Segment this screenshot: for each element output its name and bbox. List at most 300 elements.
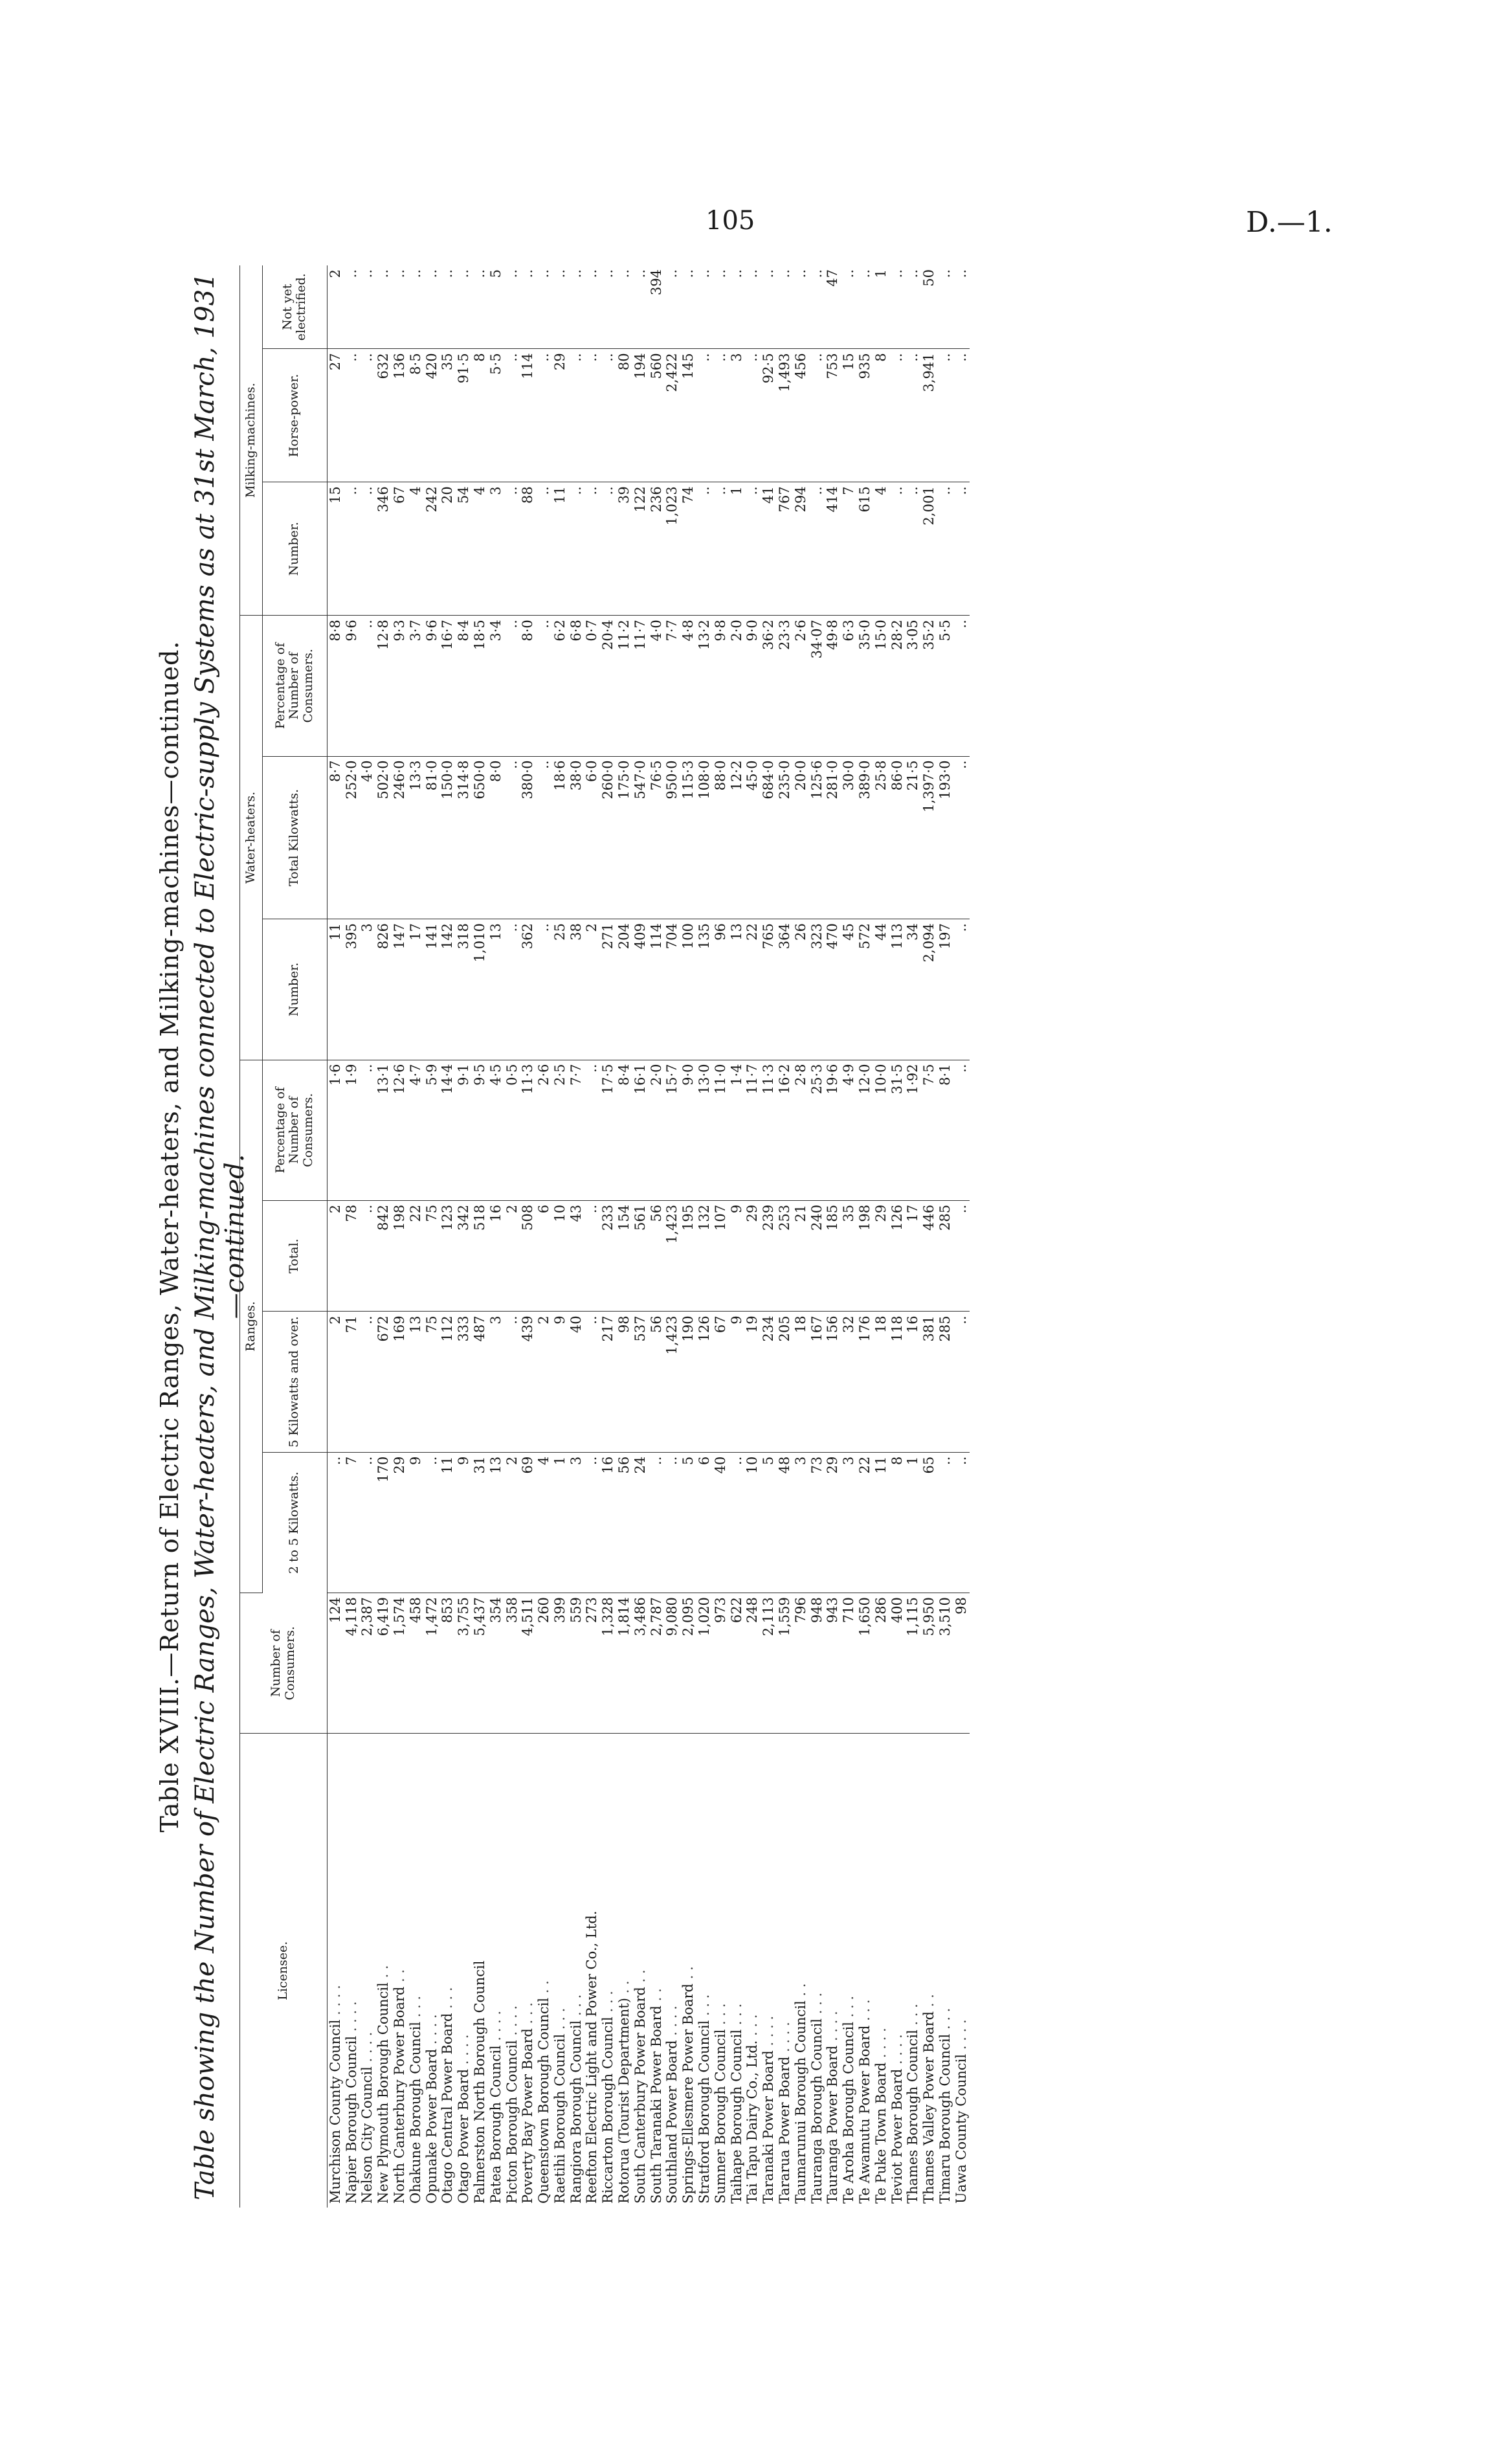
cell-mhp: .. [344,349,360,482]
cell-mhp: 935 [857,349,873,482]
cell-wnum: 362 [520,919,536,1060]
table-row [825,265,841,2208]
cell-r2to5: .. [359,1452,375,1593]
table-row [600,265,616,2208]
cell-mhp: 114 [520,349,536,482]
cell-r5over: 9 [552,1312,568,1452]
table-row [472,265,488,2208]
cell-rpct: 9·5 [472,1060,488,1200]
licensee-cell [809,1734,825,2208]
header-ranges: Ranges. [240,1060,263,1593]
licensee-cell [761,1734,777,2208]
licensee-name: Sumner Borough Council [712,2029,728,2204]
licensee-name: Southland Power Board [664,2040,680,2204]
header-ranges-total: Total. [262,1200,327,1312]
cell-wpct: 12·8 [375,616,392,756]
cell-wnum: 572 [857,919,873,1060]
cell-mhp: 420 [424,349,440,482]
cell-mhp: 35 [439,349,456,482]
cell-wpct: 0·7 [584,616,601,756]
cell-mnum: 11 [552,482,568,616]
cell-consumers: 559 [568,1593,584,1734]
cell-wpct: 6·2 [552,616,568,756]
cell-rtotal: 285 [937,1200,953,1312]
cell-mnum: .. [713,482,729,616]
cell-wpct: 20·4 [600,616,616,756]
cell-rtotal: 56 [649,1200,665,1312]
cell-rtotal: 123 [439,1200,456,1312]
cell-mnot: .. [552,265,568,349]
cell-r5over: 217 [600,1312,616,1452]
cell-wkw: 547·0 [632,756,649,919]
cell-consumers: 98 [953,1593,970,1734]
licensee-name: Raetihi Borough Council [551,2033,568,2204]
cell-mnot: .. [841,265,857,349]
licensee-name: Te Aroha Borough Council [841,2022,857,2204]
cell-rtotal: 198 [392,1200,408,1312]
cell-r5over: 1,423 [665,1312,681,1452]
cell-mhp: .. [600,349,616,482]
cell-r2to5: 56 [616,1452,632,1593]
cell-rtotal: 107 [713,1200,729,1312]
table-row [680,265,696,2208]
table-row [649,265,665,2208]
cell-rtotal: 195 [680,1200,696,1312]
cell-rpct: 15·7 [665,1060,681,1200]
table-row [921,265,937,2208]
cell-rtotal: 10 [552,1200,568,1312]
cell-consumers: 2,095 [680,1593,696,1734]
cell-wkw: 281·0 [825,756,841,919]
cell-mhp: .. [504,349,520,482]
cell-rtotal: 240 [809,1200,825,1312]
cell-mnot: .. [857,265,873,349]
cell-consumers: 9,080 [665,1593,681,1734]
cell-wnum: 44 [873,919,889,1060]
cell-mnot: .. [937,265,953,349]
cell-mnum: .. [937,482,953,616]
cell-rpct: 25·3 [809,1060,825,1200]
cell-wnum: 395 [344,919,360,1060]
cell-mnot: .. [392,265,408,349]
cell-wnum: 22 [745,919,761,1060]
cell-wpct: 9·3 [392,616,408,756]
cell-r5over: 112 [439,1312,456,1452]
cell-consumers: 710 [841,1593,857,1734]
cell-rpct: 1·9 [344,1060,360,1200]
cell-mnum: 294 [793,482,809,616]
table-row [953,265,970,2208]
table-row [568,265,584,2208]
leader-dots: . . . . [327,1985,343,2015]
cell-consumers: 1,020 [696,1593,713,1734]
cell-rtotal: 75 [424,1200,440,1312]
licensee-name: Nelson City Council [359,2066,375,2204]
cell-rtotal: 132 [696,1200,713,1312]
cell-wnum: 318 [456,919,472,1060]
cell-mnot: .. [536,265,552,349]
cell-wkw: 175·0 [616,756,632,919]
cell-mnum: .. [504,482,520,616]
cell-mnum: .. [359,482,375,616]
licensee-name: Tauranga Borough Council [808,2018,825,2204]
leader-dots: . . . . [889,2034,905,2065]
cell-r5over: 118 [889,1312,906,1452]
table-row [456,265,472,2208]
leader-dots: . . . [520,2002,536,2024]
cell-rtotal: 561 [632,1200,649,1312]
header-ranges-2to5: 2 to 5 Kilowatts. [262,1452,327,1593]
cell-wkw: 684·0 [761,756,777,919]
licensee-cell [921,1734,937,2208]
cell-r2to5: .. [424,1452,440,1593]
cell-rpct: .. [584,1060,601,1200]
leader-dots: . . [921,1994,937,2007]
cell-mnot: .. [632,265,649,349]
cell-mnot: .. [745,265,761,349]
cell-consumers: 1,328 [600,1593,616,1734]
cell-r2to5: 69 [520,1452,536,1593]
cell-rtotal: 16 [488,1200,504,1312]
leader-dots: . . . [439,1987,456,2009]
cell-wnum: .. [536,919,552,1060]
cell-mnum: 236 [649,482,665,616]
cell-r2to5: 8 [889,1452,906,1593]
cell-mhp: 145 [680,349,696,482]
licensee-name: South Taranaki Power Board [648,2006,664,2204]
licensee-name: Tai Tapu Dairy Co., Ltd. [744,2040,761,2204]
cell-mhp: .. [745,349,761,482]
cell-r5over: .. [953,1312,970,1452]
cell-rpct: 2·0 [649,1060,665,1200]
licensee-cell [392,1734,408,2208]
cell-wnum: 2 [584,919,601,1060]
cell-wpct: 4·0 [649,616,665,756]
cell-consumers: 260 [536,1593,552,1734]
cell-mhp: .. [953,349,970,482]
cell-mnum: .. [600,482,616,616]
cell-consumers: 4,118 [344,1593,360,1734]
cell-r2to5: .. [729,1452,745,1593]
licensee-cell [536,1734,552,2208]
cell-consumers: 1,115 [906,1593,922,1734]
cell-wnum: 17 [408,919,424,1060]
table-row [327,265,343,2208]
cell-rtotal: .. [584,1200,601,1312]
table-row [696,265,713,2208]
cell-consumers: 6,419 [375,1593,392,1734]
cell-r2to5: 7 [344,1452,360,1593]
cell-r5over: 234 [761,1312,777,1452]
licensee-name: Rangiora Borough Council [568,2020,584,2204]
cell-r2to5: 6 [696,1452,713,1593]
cell-r2to5: 11 [439,1452,456,1593]
cell-rtotal: 508 [520,1200,536,1312]
table-row [359,265,375,2208]
cell-rpct: 9·1 [456,1060,472,1200]
cell-wkw: 389·0 [857,756,873,919]
cell-r5over: 333 [456,1312,472,1452]
cell-r2to5: 10 [745,1452,761,1593]
cell-rpct: .. [359,1060,375,1200]
cell-wpct: 34·07 [809,616,825,756]
cell-rpct: 1·92 [906,1060,922,1200]
cell-wpct: 35·2 [921,616,937,756]
cell-r2to5: 4 [536,1452,552,1593]
cell-wnum: 135 [696,919,713,1060]
cell-rtotal: 22 [408,1200,424,1312]
cell-consumers: 273 [584,1593,601,1734]
cell-wpct: 3·05 [906,616,922,756]
cell-mnot: .. [665,265,681,349]
cell-mhp: 136 [392,349,408,482]
table-row [873,265,889,2208]
cell-consumers: 622 [729,1593,745,1734]
cell-wnum: 13 [488,919,504,1060]
cell-mnum: 67 [392,482,408,616]
cell-wnum: 704 [665,919,681,1060]
cell-wkw: 6·0 [584,756,601,919]
licensee-cell [777,1734,793,2208]
cell-r5over: 156 [825,1312,841,1452]
cell-mnot: .. [889,265,906,349]
cell-r5over: 56 [649,1312,665,1452]
leader-dots: . . . [696,1994,713,2017]
cell-rtotal: 126 [889,1200,906,1312]
cell-consumers: 3,755 [456,1593,472,1734]
cell-wnum: 13 [729,919,745,1060]
cell-mnum: .. [584,482,601,616]
cell-consumers: 124 [327,1593,343,1734]
cell-rpct: 9·0 [680,1060,696,1200]
cell-rtotal: 253 [777,1200,793,1312]
cell-rtotal: 842 [375,1200,392,1312]
licensee-cell [665,1734,681,2208]
cell-mhp: .. [906,349,922,482]
cell-consumers: 5,437 [472,1593,488,1734]
cell-r5over: 2 [536,1312,552,1452]
table-row [375,265,392,2208]
licensee-cell [488,1734,504,2208]
cell-r2to5: 16 [600,1452,616,1593]
cell-mnot: .. [424,265,440,349]
cell-r2to5: 29 [825,1452,841,1593]
cell-r5over: 9 [729,1312,745,1452]
leader-dots: . . . [841,1995,857,2018]
cell-rpct: 17·5 [600,1060,616,1200]
cell-wnum: 826 [375,919,392,1060]
cell-r2to5: 3 [793,1452,809,1593]
cell-mnum: 15 [327,482,343,616]
cell-mnum: .. [889,482,906,616]
header-water-kw: Total Kilowatts. [262,756,327,919]
cell-rpct: 12·6 [392,1060,408,1200]
licensee-name: Taumarunui Borough Council [792,2000,808,2204]
table-row [424,265,440,2208]
cell-mnum: 767 [777,482,793,616]
cell-mhp: 8 [472,349,488,482]
cell-r2to5: .. [327,1452,343,1593]
cell-wkw: 76·5 [649,756,665,919]
cell-wkw: .. [536,756,552,919]
header-milking-not: Not yet electrified. [262,265,327,349]
cell-rtotal: .. [359,1200,375,1312]
licensee-cell [408,1734,424,2208]
cell-wnum: 765 [761,919,777,1060]
header-ranges-pct: Percentage of Number of Consumers. [262,1060,327,1200]
cell-mnot: .. [344,265,360,349]
licensee-cell [649,1734,665,2208]
cell-consumers: 973 [713,1593,729,1734]
cell-r2to5: 5 [680,1452,696,1593]
cell-wpct: 9·8 [713,616,729,756]
cell-wkw: 950·0 [665,756,681,919]
licensee-cell [841,1734,857,2208]
cell-wkw: 502·0 [375,756,392,919]
cell-wkw: 12·2 [729,756,745,919]
table-row [729,265,745,2208]
data-table [239,265,970,2208]
cell-mnot: .. [680,265,696,349]
cell-rpct: 12·0 [857,1060,873,1200]
licensee-name: Picton Borough Council [504,2040,520,2204]
cell-r2to5: 1 [906,1452,922,1593]
cell-wpct: 3·4 [488,616,504,756]
cell-mhp: 8·5 [408,349,424,482]
cell-wkw: .. [953,756,970,919]
cell-wnum: 45 [841,919,857,1060]
cell-rpct: 2·8 [793,1060,809,1200]
cell-wpct: 8·8 [327,616,343,756]
cell-wkw: 193·0 [937,756,953,919]
cell-consumers: 796 [793,1593,809,1734]
licensee-name: Opunake Power Board [423,2048,439,2204]
table-row [906,265,922,2208]
cell-rpct: 11·0 [713,1060,729,1200]
cell-r5over: 3 [488,1312,504,1452]
cell-mhp: 92·5 [761,349,777,482]
cell-wpct: 28·2 [889,616,906,756]
cell-mnot: .. [584,265,601,349]
cell-mnot: 47 [825,265,841,349]
table-row [857,265,873,2208]
cell-wnum: 147 [392,919,408,1060]
cell-mnum: 242 [424,482,440,616]
cell-r2to5: .. [665,1452,681,1593]
cell-wkw: 25·8 [873,756,889,919]
table-body [327,265,969,2208]
header-water-pct: Percentage of Number of Consumers. [262,616,327,756]
cell-wpct: 8·4 [456,616,472,756]
cell-mnot: .. [696,265,713,349]
cell-mnot: 1 [873,265,889,349]
leader-dots: . . . [407,1995,423,2018]
table-row [392,265,408,2208]
page-number: 105 [706,206,755,236]
cell-mnot: .. [713,265,729,349]
leader-dots: . . . [937,2007,953,2030]
cell-r2to5: 5 [761,1452,777,1593]
cell-wnum: 470 [825,919,841,1060]
cell-wpct: 36·2 [761,616,777,756]
licensee-cell [568,1734,584,2208]
licensee-cell [953,1734,970,2208]
cell-r2to5: 9 [456,1452,472,1593]
licensee-cell [552,1734,568,2208]
cell-wnum: 96 [713,919,729,1060]
cell-rpct: 31·5 [889,1060,906,1200]
cell-wkw: 150·0 [439,756,456,919]
cell-r5over: 98 [616,1312,632,1452]
cell-r2to5: 3 [841,1452,857,1593]
cell-mnum: 20 [439,482,456,616]
cell-mnum: 4 [408,482,424,616]
cell-wnum: 409 [632,919,649,1060]
table-row [777,265,793,2208]
cell-mnot: .. [408,265,424,349]
cell-rpct: 13·1 [375,1060,392,1200]
cell-r5over: 2 [327,1312,343,1452]
cell-rtotal: 17 [906,1200,922,1312]
leader-dots: . . . . [873,2028,889,2059]
cell-wkw: 115·3 [680,756,696,919]
table-row [841,265,857,2208]
cell-wpct: 11·7 [632,616,649,756]
cell-wnum: 25 [552,919,568,1060]
leader-dots: . . . . [953,2019,969,2050]
cell-mnum: 7 [841,482,857,616]
cell-wpct: 23·3 [777,616,793,756]
cell-rtotal: 78 [344,1200,360,1312]
cell-wkw: 38·0 [568,756,584,919]
cell-wnum: 11 [327,919,343,1060]
cell-mnum: 414 [825,482,841,616]
cell-r2to5: .. [953,1452,970,1593]
cell-mhp: 194 [632,349,649,482]
leader-dots: . . . . [664,2006,680,2036]
cell-rtotal: 9 [729,1200,745,1312]
cell-mnum: 41 [761,482,777,616]
cell-wpct: .. [504,616,520,756]
cell-mhp: 3,941 [921,349,937,482]
cell-rtotal: 2 [504,1200,520,1312]
cell-mnum: 39 [616,482,632,616]
cell-wkw: 18·6 [552,756,568,919]
licensee-cell [616,1734,632,2208]
cell-wpct: 6·3 [841,616,857,756]
cell-r5over: 167 [809,1312,825,1452]
cell-wkw: 20·0 [793,756,809,919]
cell-wkw: 8·0 [488,756,504,919]
cell-wkw: 252·0 [344,756,360,919]
table-row [439,265,456,2208]
cell-r2to5: 2 [504,1452,520,1593]
cell-rpct: 7·5 [921,1060,937,1200]
cell-mnot: .. [359,265,375,349]
leader-dots: . . . . [504,2005,520,2036]
cell-mnot: .. [375,265,392,349]
cell-mnot: 394 [649,265,665,349]
licensee-cell [359,1734,375,2208]
cell-rpct: 4·7 [408,1060,424,1200]
cell-consumers: 3,486 [632,1593,649,1734]
cell-mhp: 753 [825,349,841,482]
cell-consumers: 5,950 [921,1593,937,1734]
cell-wpct: 6·8 [568,616,584,756]
cell-mnum: .. [809,482,825,616]
licensee-name: Timaru Borough Council [937,2033,953,2204]
leader-dots: . . . [728,2003,744,2026]
